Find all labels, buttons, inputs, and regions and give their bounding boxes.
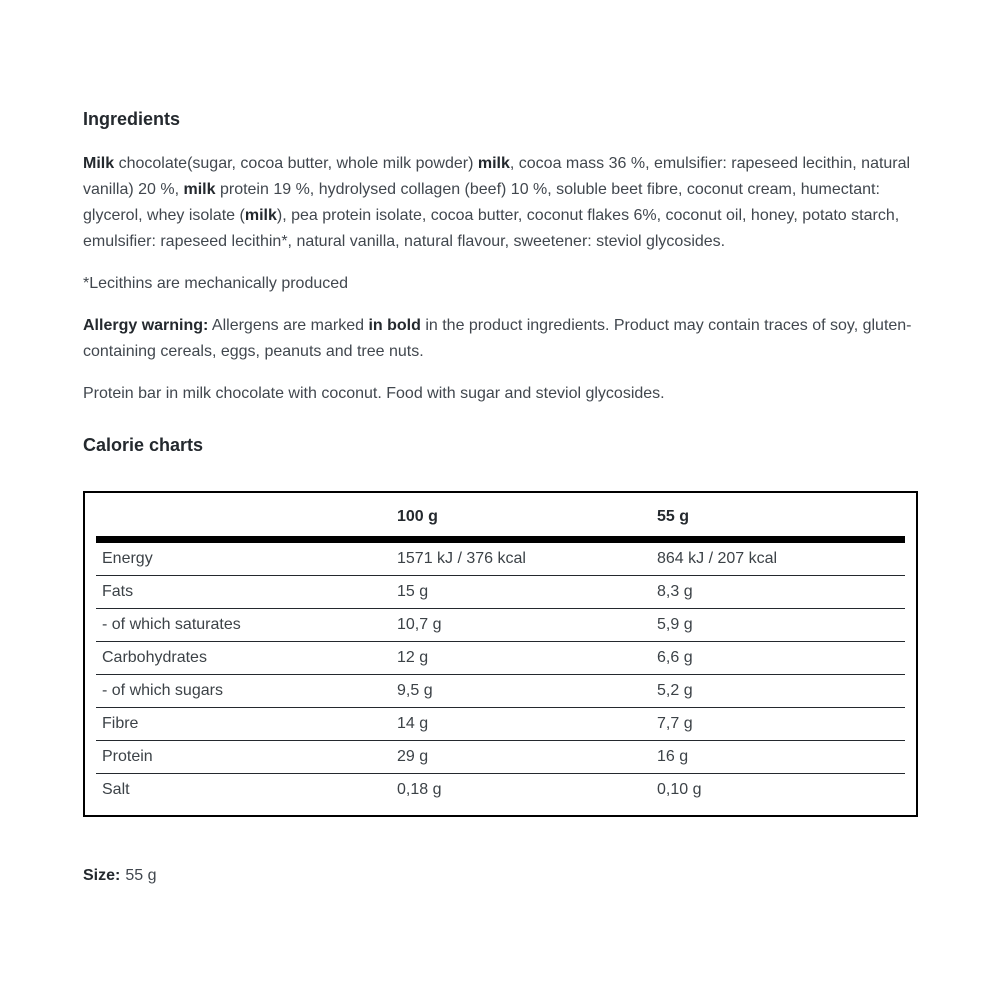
value-100g: 9,5 g [391,675,651,708]
nutrient-name: Fibre [96,708,391,741]
lecithin-footnote: *Lecithins are mechanically produced [83,275,349,292]
value-55g: 8,3 g [651,576,905,609]
ingredients-text-segment: ), pea protein isolate, cocoa butter, coconut flakes 6%, coconut oil, honey, potato starch, emulsifier: rapeseed lecithin*, natural vanilla, natural flavour, sweetener: steviol glycosides. [83,207,900,250]
value-100g: 0,18 g [397,781,442,798]
table-header-row [96,493,905,540]
value-55g: 5,2 g [651,675,905,708]
table-row [96,774,905,816]
size-line [83,863,918,889]
value-100g: 14 g [391,708,651,741]
table-row [96,576,905,609]
column-header-55g: 55 g [651,493,905,540]
nutrient-name: Protein [96,741,391,774]
ingredients-paragraph [83,151,918,255]
ingredients-text-segment: protein 19 %, hydrolysed collagen (beef) 10 %, soluble beet fibre, coconut cream, humectant: glycerol, whey isolate ( [83,181,880,224]
column-header-nutrient [96,493,391,540]
value-100g: 29 g [391,741,651,774]
table-row [96,708,905,741]
allergy-warning-paragraph [83,313,918,365]
allergy-text-segment: Allergens are marked [208,317,369,334]
allergen-bold-milk: milk [477,155,510,172]
nutrient-name: - of which saturates [96,609,391,642]
allergy-warning-label: Allergy warning: [83,317,209,334]
ingredients-heading: Ingredients [83,109,181,129]
nutrient-name: Salt [102,781,130,798]
table-row [96,642,905,675]
table-row [96,675,905,708]
nutrient-name: - of which sugars [96,675,391,708]
value-55g: 864 kJ / 207 kcal [651,540,905,576]
value-55g: 7,7 g [651,708,905,741]
allergy-bold-emphasis: in bold [368,317,421,334]
value-55g: 6,6 g [651,642,905,675]
value-100g: 12 g [391,642,651,675]
value-100g: 10,7 g [391,609,651,642]
table-row [96,540,905,576]
product-description: Protein bar in milk chocolate with coconut. Food with sugar and steviol glycosides. [83,385,665,402]
size-value: 55 g [125,867,157,884]
calorie-charts-heading: Calorie charts [83,435,204,455]
nutrition-table [83,491,918,817]
allergen-bold-milk: milk [244,207,277,224]
column-header-100g: 100 g [391,493,651,540]
allergy-text-segment: in the product ingredients. Product may contain traces of soy, gluten-containing cereals, eggs, peanuts and tree nuts. [83,317,912,360]
ingredients-text-segment: , cocoa mass 36 %, emulsifier: rapeseed lecithin, natural vanilla) 20 %, [83,155,911,198]
value-100g: 15 g [391,576,651,609]
nutrition-table-grid [96,493,905,815]
table-row [96,741,905,774]
allergen-bold-milk: Milk [83,155,115,172]
value-55g: 0,10 g [657,781,702,798]
table-row [96,609,905,642]
nutrient-name: Energy [96,540,391,576]
allergen-bold-milk: milk [183,181,216,198]
value-55g: 16 g [651,741,905,774]
ingredients-text-segment: chocolate(sugar, cocoa butter, whole milk powder) [114,155,478,172]
nutrient-name: Fats [96,576,391,609]
size-label: Size: [83,867,121,884]
value-100g: 1571 kJ / 376 kcal [391,540,651,576]
nutrient-name: Carbohydrates [96,642,391,675]
value-55g: 5,9 g [651,609,905,642]
